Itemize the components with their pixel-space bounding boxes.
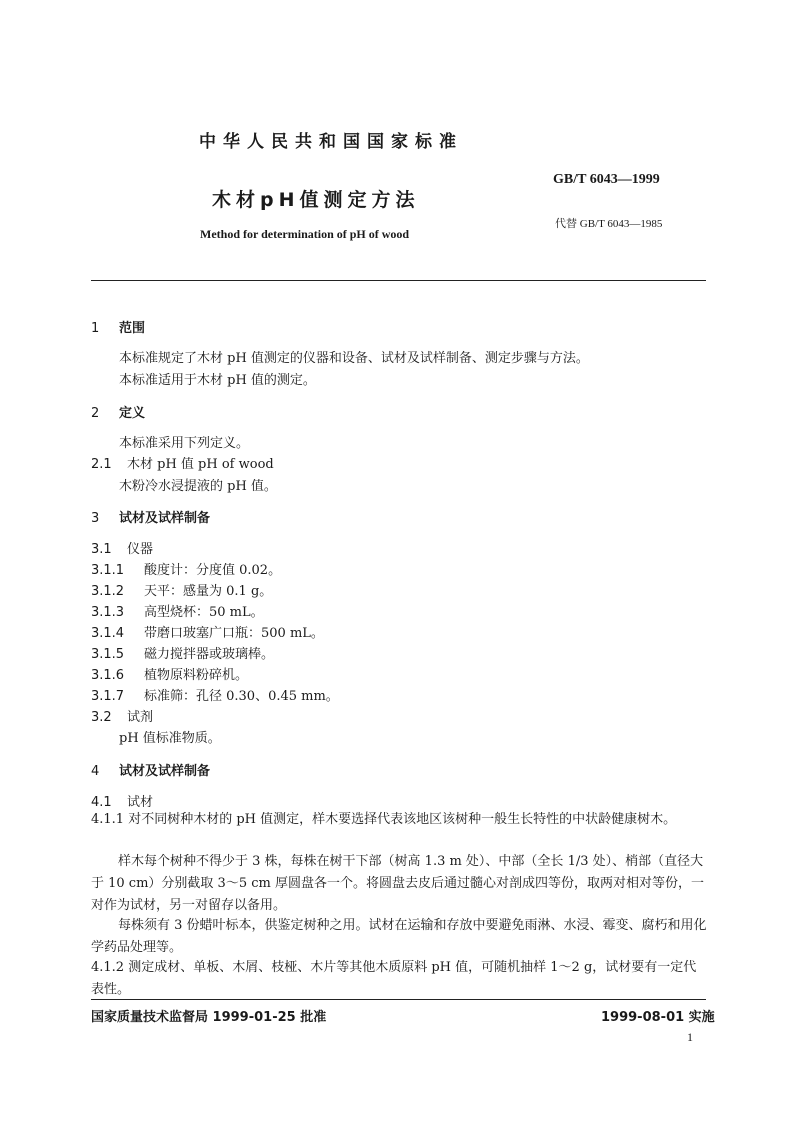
item-text: 植物原料粉碎机。 bbox=[144, 668, 249, 683]
section-1-heading bbox=[91, 317, 145, 336]
list-item bbox=[91, 643, 274, 662]
section-number: 2 bbox=[91, 406, 100, 421]
paragraph-4-1-1: 4.1.1 对不同树种木材的 pH 值测定，样木要选择代表该地区该树种一般生长特性的中状龄健康树木。 bbox=[91, 812, 677, 827]
clause-title: 试剂 bbox=[127, 710, 154, 725]
definition-2-1 bbox=[91, 453, 274, 472]
item-number: 3.1.7 bbox=[91, 689, 125, 704]
effective-date: 1999-08-01 实施 bbox=[601, 1010, 715, 1025]
document-title-en: Method for determination of pH of wood bbox=[200, 227, 410, 241]
section-title: 试材及试样制备 bbox=[119, 764, 211, 779]
list-item bbox=[91, 685, 339, 704]
clause-4-1 bbox=[91, 791, 153, 810]
section-title: 范围 bbox=[119, 321, 146, 336]
footer-divider bbox=[91, 999, 706, 1000]
document-title: 木材pH值测定方法 bbox=[212, 189, 420, 211]
paragraph-4-1-2: 4.1.2 测定成材、单板、木屑、枝桠、木片等其他木质原料 pH 值，可随机抽样 1～2 g，试材要有一定代表性。 bbox=[91, 960, 697, 997]
item-number: 3.1.3 bbox=[91, 605, 125, 620]
section-3-heading bbox=[91, 507, 210, 526]
list-item bbox=[91, 601, 264, 620]
paragraph: 本标准采用下列定义。 bbox=[119, 436, 250, 451]
national-standard-heading: 中华人民共和国国家标准 bbox=[199, 132, 463, 152]
section-2-heading bbox=[91, 402, 145, 421]
paragraph: 样木每个树种不得少于 3 株，每株在树干下部（树高 1.3 m 处）、中部（全长 1/3 处）、梢部（直径大于 10 cm）分别截取 3～5 cm 厚圆盘各一个。将圆盘去皮后通过髓心对剖成四等份，取两对相对等份，一对作为试材，另一对留存以备用。 bbox=[91, 854, 704, 913]
list-item bbox=[91, 580, 272, 599]
item-text: 酸度计：分度值 0.02。 bbox=[144, 563, 282, 578]
item-number: 3.1.4 bbox=[91, 626, 125, 641]
item-text: 磁力搅拌器或玻璃棒。 bbox=[144, 647, 275, 662]
item-number: 3.1.5 bbox=[91, 647, 125, 662]
section-title: 试材及试样制备 bbox=[119, 511, 211, 526]
clause-title: 仪器 bbox=[127, 542, 154, 557]
approval-note: 国家质量技术监督局 1999-01-25 批准 bbox=[91, 1010, 327, 1025]
paragraph: 本标准适用于木材 pH 值的测定。 bbox=[119, 373, 316, 388]
item-number: 3.1.1 bbox=[91, 563, 125, 578]
list-item bbox=[91, 622, 324, 641]
section-4-heading bbox=[91, 760, 210, 779]
section-title: 定义 bbox=[119, 406, 146, 421]
section-number: 4 bbox=[91, 764, 100, 779]
header-divider bbox=[91, 280, 706, 281]
standard-code: GB/T 6043—1999 bbox=[553, 172, 660, 187]
clause-number: 2.1 bbox=[91, 457, 112, 472]
replaces-standard: 代替 GB/T 6043—1985 bbox=[555, 218, 663, 230]
item-text: 带磨口玻塞广口瓶：500 mL。 bbox=[144, 626, 324, 641]
list-item bbox=[91, 559, 281, 578]
item-number: 3.1.2 bbox=[91, 584, 125, 599]
list-item bbox=[91, 664, 248, 683]
clause-3-1 bbox=[91, 538, 153, 557]
clause-number: 3.1 bbox=[91, 542, 112, 557]
paragraph: pH 值标准物质。 bbox=[119, 731, 221, 746]
item-number: 3.1.6 bbox=[91, 668, 125, 683]
clause-number: 3.2 bbox=[91, 710, 112, 725]
paragraph: 每株须有 3 份蜡叶标本，供鉴定树种之用。试材在运输和存放中要避免雨淋、水浸、霉变、腐朽和用化学药品处理等。 bbox=[91, 918, 707, 955]
item-text: 标准筛：孔径 0.30、0.45 mm。 bbox=[144, 689, 339, 704]
definition-term: 木材 pH 值 pH of wood bbox=[127, 457, 274, 472]
paragraph: 本标准规定了木材 pH 值测定的仪器和设备、试材及试样制备、测定步骤与方法。 bbox=[119, 351, 589, 366]
page-number: 1 bbox=[687, 1030, 693, 1044]
clause-number: 4.1 bbox=[91, 795, 112, 810]
section-number: 3 bbox=[91, 511, 100, 526]
clause-title: 试材 bbox=[127, 795, 154, 810]
definition-text: 木粉冷水浸提液的 pH 值。 bbox=[119, 479, 277, 494]
item-text: 高型烧杯：50 mL。 bbox=[144, 605, 264, 620]
item-text: 天平：感量为 0.1 g。 bbox=[144, 584, 273, 599]
section-number: 1 bbox=[91, 321, 100, 336]
clause-3-2 bbox=[91, 706, 153, 725]
